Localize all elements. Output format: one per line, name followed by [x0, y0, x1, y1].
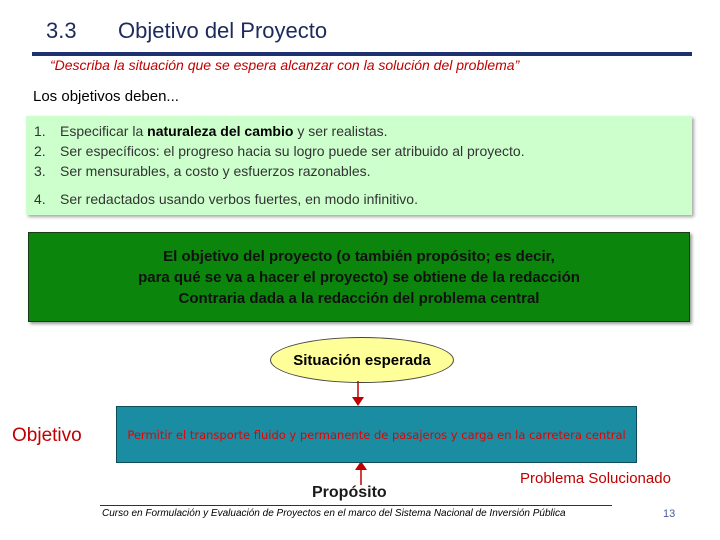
objective-number: 1. — [34, 123, 46, 139]
objective-statement: Permitir el transporte fluido y permanente de pasajeros y carga en la carretera central — [127, 427, 626, 442]
definition-line: El objetivo del proyecto (o también propósito; es decir, — [163, 247, 555, 265]
definition-box — [28, 232, 690, 322]
page-number: 13 — [663, 508, 676, 520]
objective-statement-box — [116, 406, 637, 463]
situacion-esperada-label: Situación esperada — [293, 351, 431, 369]
footer-text: Curso en Formulación y Evaluación de Proyectos en el marco del Sistema Nacional de Inversión Pública — [102, 508, 566, 519]
title-divider — [32, 52, 692, 56]
objective-item — [34, 141, 525, 161]
quote-text: “Describa la situación que se espera alcanzar con la solución del problema” — [50, 57, 520, 73]
objective-item — [34, 189, 525, 209]
problema-solucionado-label: Problema Solucionado — [520, 470, 671, 487]
footer-divider — [100, 505, 612, 506]
objective-item — [34, 161, 525, 181]
objective-number: 2. — [34, 143, 46, 159]
situacion-esperada-ellipse — [270, 337, 454, 383]
section-number: 3.3 — [46, 18, 77, 43]
intro-text: Los objetivos deben... — [33, 88, 179, 105]
objective-number: 3. — [34, 163, 46, 179]
objective-text: Ser mensurables, a costo y esfuerzos razonables. — [60, 163, 371, 179]
definition-line: Contraria dada a la redacción del problema central — [178, 289, 540, 307]
slide-title: Objetivo del Proyecto — [118, 18, 328, 43]
objective-text: Ser específicos: el progreso hacia su logro puede ser atribuido al proyecto. — [60, 143, 525, 159]
objetivo-label: Objetivo — [12, 425, 82, 446]
objective-text: y ser realistas. — [293, 123, 388, 139]
objective-emphasis: naturaleza del cambio — [147, 123, 294, 139]
arrow-down-icon — [352, 381, 364, 406]
definition-line: para qué se va a hacer el proyecto) se obtiene de la redacción — [138, 268, 580, 286]
objective-text: Ser redactados usando verbos fuertes, en modo infinitivo. — [60, 191, 418, 207]
objectives-list — [34, 121, 525, 209]
objective-item — [34, 121, 525, 141]
objective-text: Especificar la — [60, 123, 148, 139]
objective-number: 4. — [34, 191, 46, 207]
proposito-label: Propósito — [312, 484, 387, 501]
objectives-box — [26, 116, 692, 215]
arrow-up-icon — [355, 461, 367, 485]
